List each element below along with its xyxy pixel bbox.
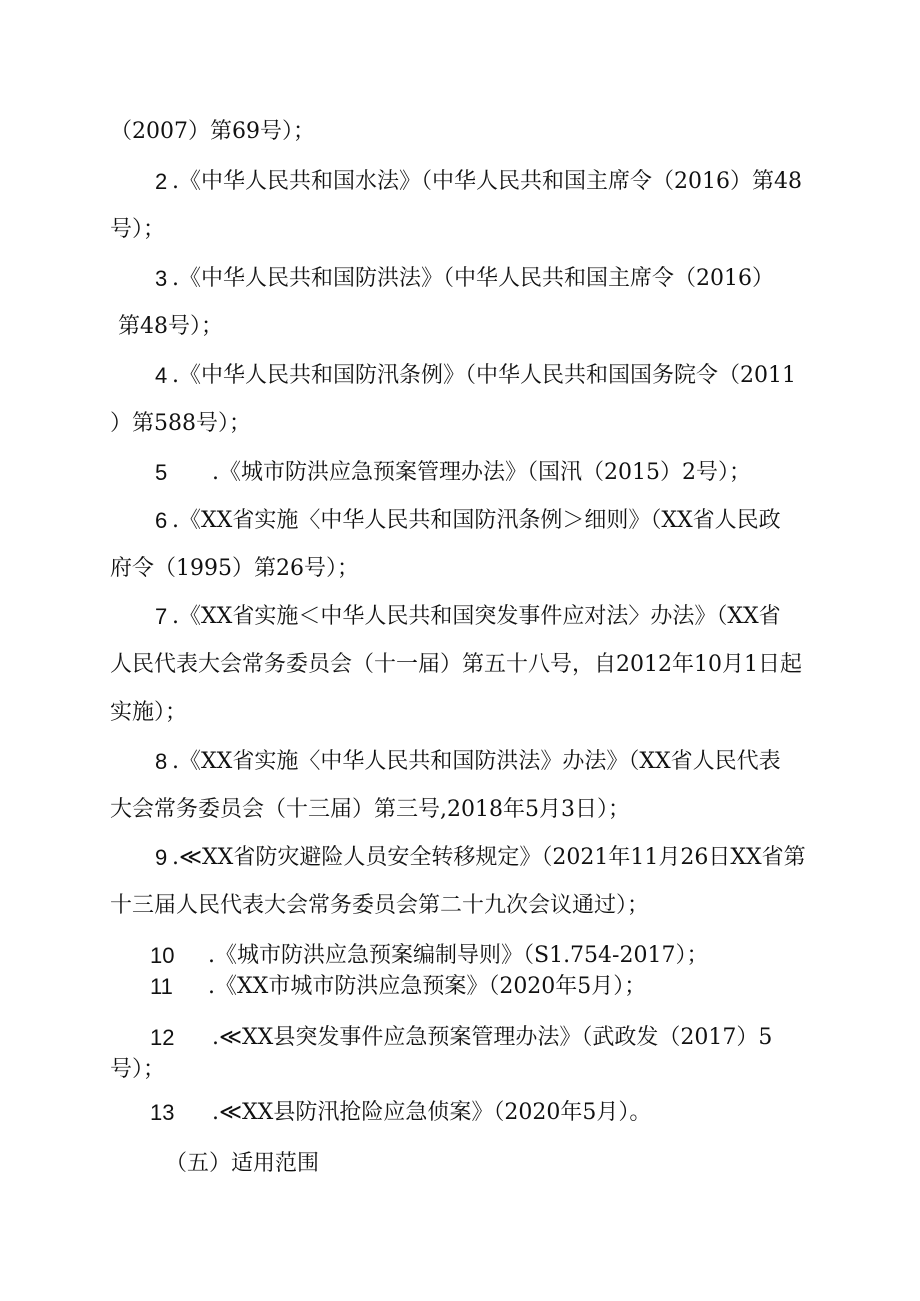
text-line: 府令（1995）第26号）； [110, 556, 359, 581]
list-item-6: .《XX省实施〈中华人民共和国防汛条例＞细则》（XX省人民政 [172, 508, 781, 533]
section-heading: （五）适用范围 [165, 1151, 320, 1176]
list-item-9: .≪XX省防灾避险人员安全转移规定》（2021年11月26日XX省第 [172, 845, 806, 870]
list-number: 6 [155, 508, 168, 533]
list-item-5: .《城市防洪应急预案管理办法》（国汛（2015）2号）； [212, 460, 751, 485]
list-number: 12 [150, 1025, 175, 1050]
list-item-3: .《中华人民共和国防洪法》（中华人民共和国主席令（2016） [172, 266, 774, 291]
text-line: （2007）第69号）； [110, 119, 315, 144]
list-item-10: .《城市防洪应急预案编制导则》（S1.754-2017）； [208, 943, 709, 968]
text-line: 号）； [110, 217, 166, 242]
list-item-2: .《中华人民共和国水法》（中华人民共和国主席令（2016）第48 [172, 169, 802, 194]
list-item-11: .《XX市城市防洪应急预案》（2020年5月）； [208, 974, 647, 999]
text-line: 大会常务委员会（十三届）第三号,2018年5月3日）； [110, 797, 630, 822]
list-number: 10 [150, 943, 175, 968]
list-number: 8 [155, 749, 168, 774]
list-number: 9 [155, 845, 168, 870]
list-number: 7 [155, 604, 168, 629]
list-number: 2 [155, 169, 168, 194]
text-line: 第48号）； [118, 314, 223, 339]
list-item-7: .《XX省实施＜中华人民共和国突发事件应对法〉办法》（XX省 [172, 604, 781, 629]
text-line: 号）； [110, 1057, 166, 1082]
text-line: ）第588号）； [110, 411, 251, 436]
list-item-12: .≪XX县突发事件应急预案管理办法》（武政发（2017）5 [212, 1025, 773, 1050]
list-number: 5 [155, 460, 168, 485]
list-item-4: .《中华人民共和国防汛条例》（中华人民共和国国务院令（2011 [172, 363, 796, 388]
text-line: 十三届人民代表大会常务委员会第二十九次会议通过）； [110, 893, 650, 918]
list-number: 11 [150, 974, 173, 999]
list-number: 4 [155, 363, 168, 388]
text-line: 实施）； [110, 700, 188, 725]
list-number: 13 [150, 1100, 175, 1125]
text-line: 人民代表大会常务委员会（十一届）第五十八号，自2012年10月1日起 [110, 652, 802, 677]
list-item-8: .《XX省实施〈中华人民共和国防洪法》办法》（XX省人民代表 [172, 749, 781, 774]
list-number: 3 [155, 266, 168, 291]
list-item-13: .≪XX县防汛抢险应急侦案》（2020年5月）。 [212, 1100, 652, 1125]
